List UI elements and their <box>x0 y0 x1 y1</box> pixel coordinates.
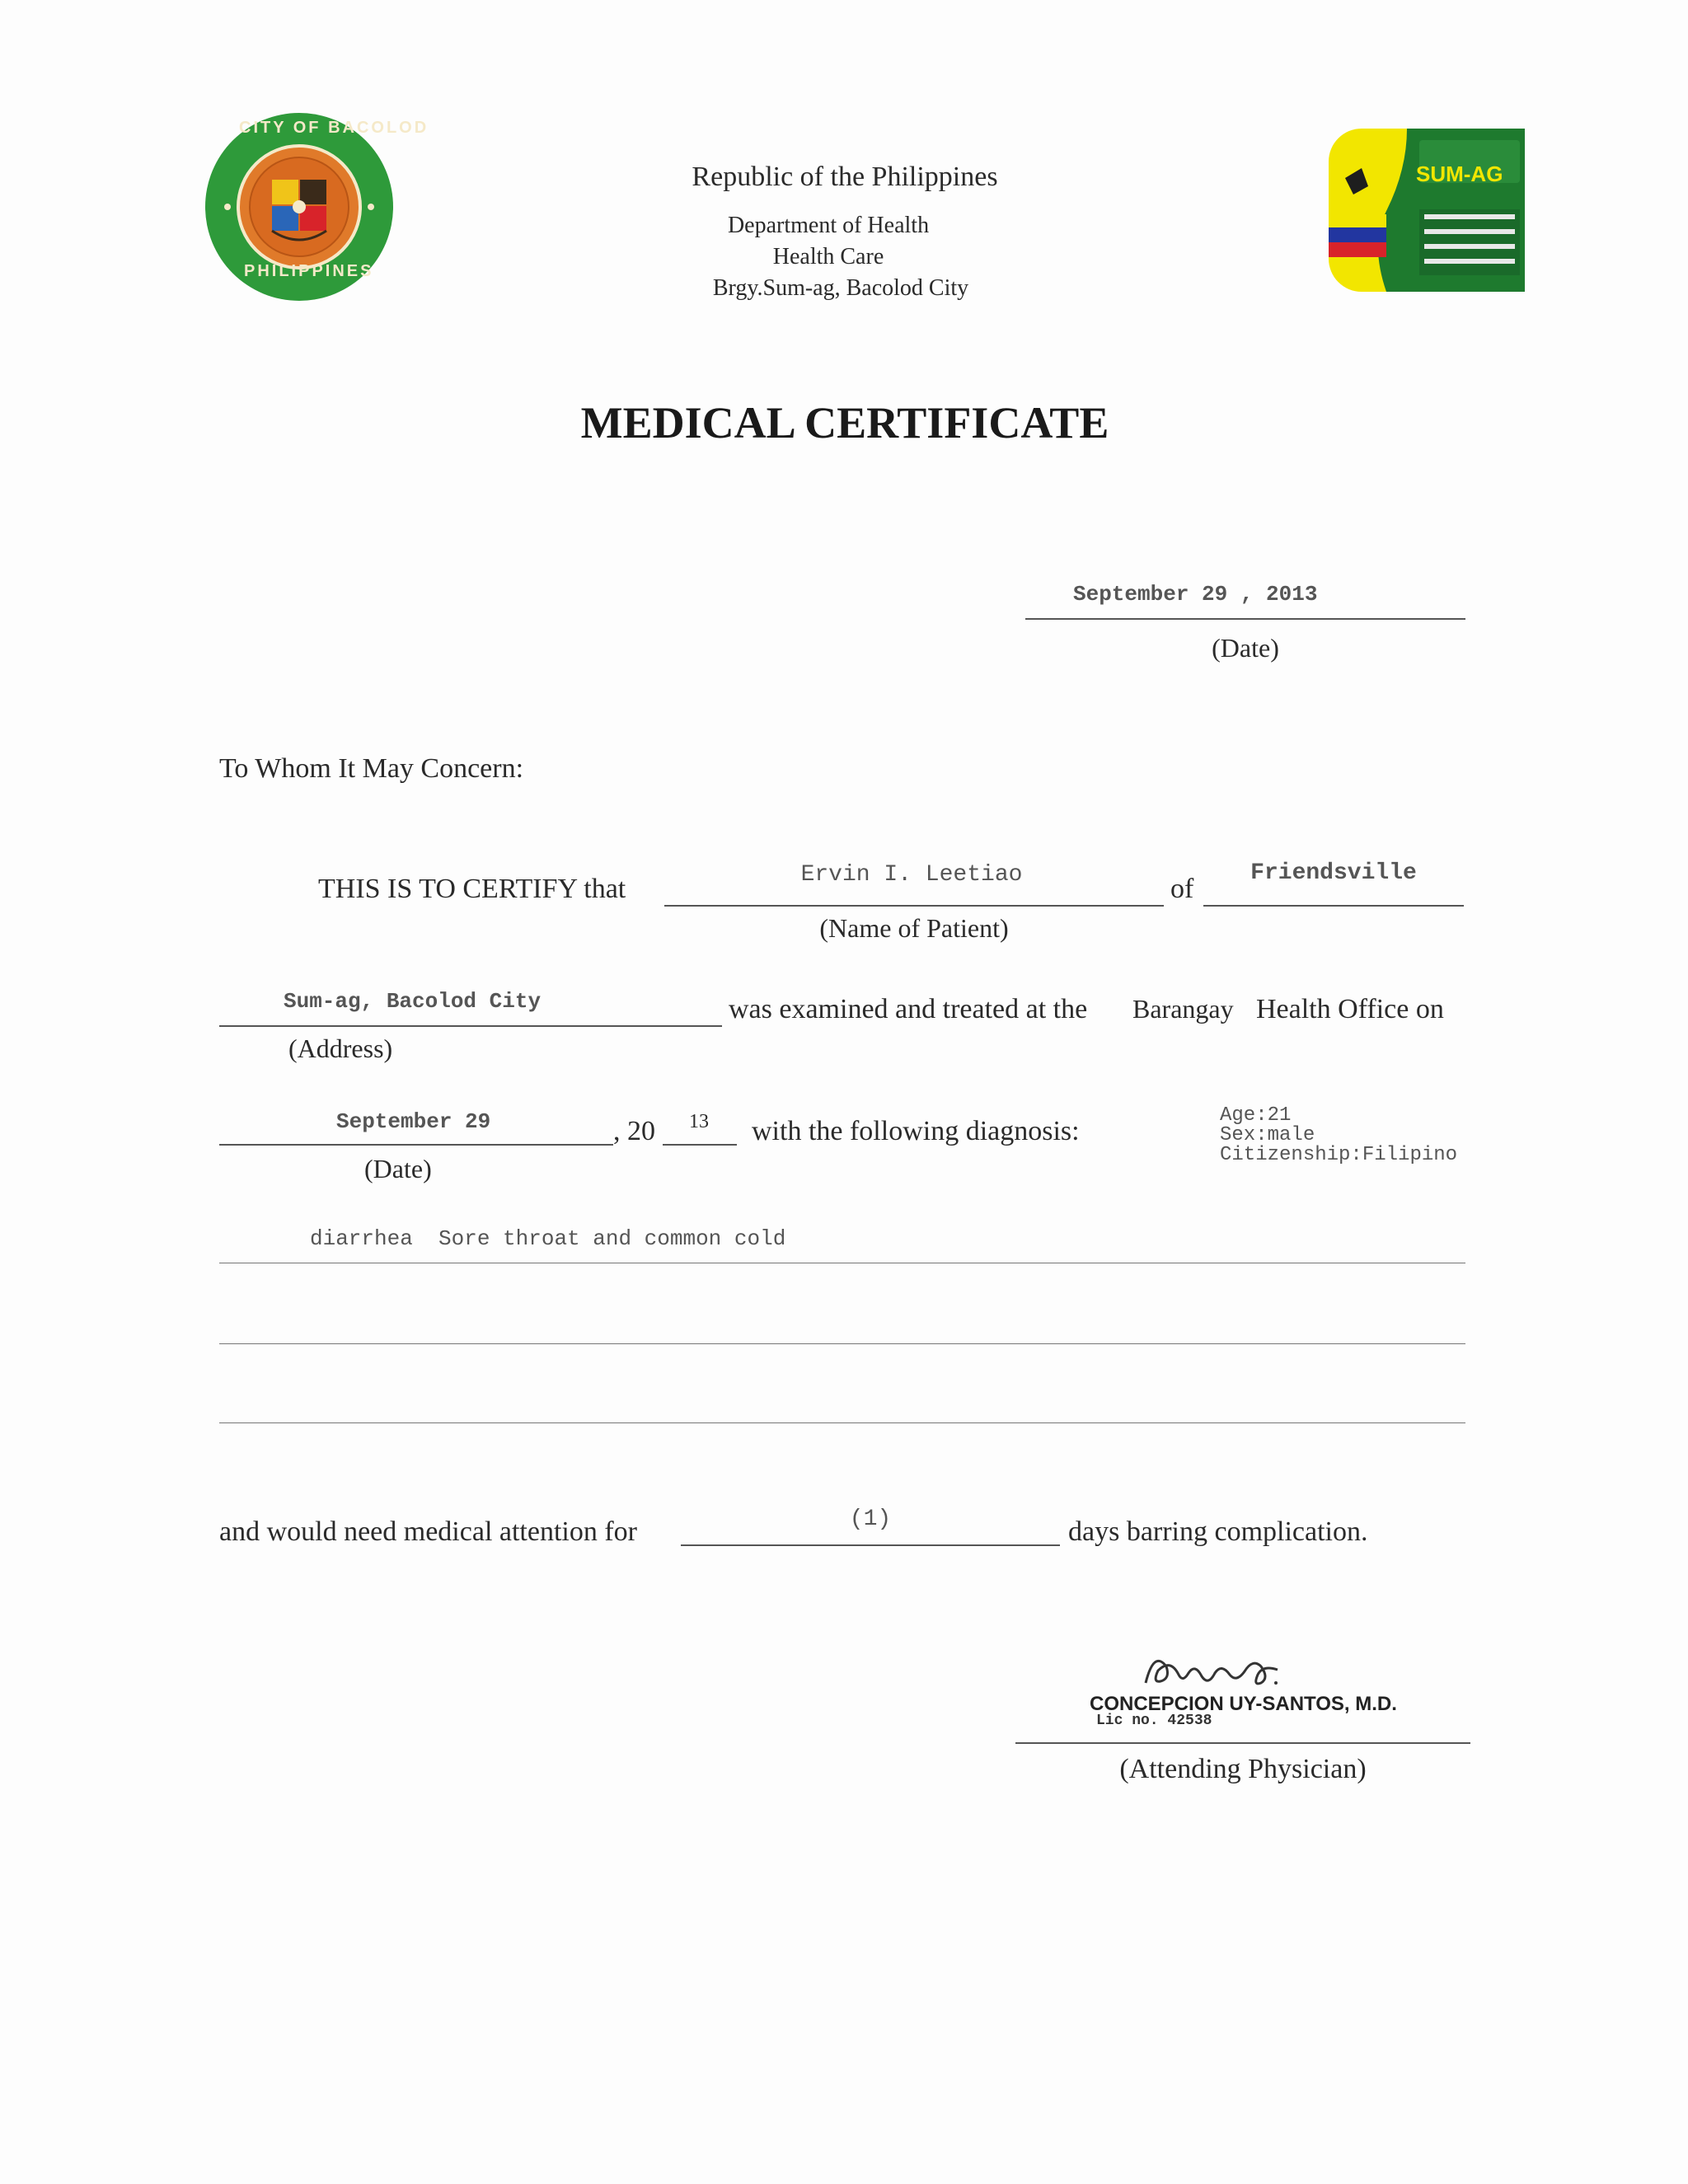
exam-year-underline <box>663 1144 737 1146</box>
sum-ag-logo <box>1329 129 1525 292</box>
certify-prefix: THIS IS TO CERTIFY that <box>318 874 626 904</box>
of-text: of <box>1170 874 1194 904</box>
address-value: Sum-ag, Bacolod City <box>284 989 542 1014</box>
address-underline <box>219 1025 722 1027</box>
date-label: (Date) <box>1212 633 1279 663</box>
exam-date-value: September 29 <box>336 1109 491 1134</box>
exam-year-value: 13 <box>689 1111 709 1132</box>
division-heading: Health Care <box>772 244 884 269</box>
patient-sex: Sex:male <box>1220 1124 1315 1146</box>
country-heading: Republic of the Philippines <box>692 162 998 192</box>
physician-license: Lic no. 42538 <box>1096 1713 1212 1729</box>
location-heading: Brgy.Sum-ag, Bacolod City <box>712 275 969 301</box>
document-title: MEDICAL CERTIFICATE <box>580 398 1109 448</box>
salutation: To Whom It May Concern: <box>219 753 524 784</box>
seal-bottom-text: PHILIPPINES <box>244 262 374 280</box>
patient-name-label: (Name of Patient) <box>819 913 1009 943</box>
diagnosis-line-2 <box>219 1343 1465 1344</box>
patient-age: Age:21 <box>1220 1104 1292 1127</box>
patient-name-underline <box>664 905 1164 907</box>
diagnosis-text: diarrhea Sore throat and common cold <box>310 1226 786 1251</box>
date-underline <box>1025 618 1465 620</box>
diagnosis-line-3 <box>219 1422 1465 1423</box>
exam-year-prefix: , 20 <box>613 1116 655 1146</box>
department-heading: Department of Health <box>727 213 930 238</box>
patient-place: Friendsville <box>1250 860 1417 886</box>
office-health-office: Health Office on <box>1256 994 1444 1024</box>
diagnosis-intro: with the following diagnosis: <box>752 1116 1080 1146</box>
date-value: September 29 , 2013 <box>1073 582 1318 607</box>
attention-prefix: and would need medical attention for <box>219 1516 637 1547</box>
attention-suffix: days barring complication. <box>1068 1516 1368 1547</box>
address-label: (Address) <box>288 1033 393 1063</box>
attention-days-underline <box>681 1544 1060 1546</box>
place-underline <box>1203 905 1464 907</box>
seal-top-text: CITY OF BACOLOD <box>239 119 429 137</box>
attention-days: (1) <box>849 1507 892 1532</box>
physician-label: (Attending Physician) <box>1119 1754 1367 1784</box>
physician-signature <box>1137 1642 1294 1699</box>
physician-underline <box>1015 1742 1470 1744</box>
address-text-after: was examined and treated at the <box>729 994 1088 1024</box>
physician-name: CONCEPCION UY-SANTOS, M.D. <box>1090 1693 1397 1715</box>
patient-name: Ervin I. Leetiao <box>800 862 1023 888</box>
exam-date-underline <box>219 1144 613 1146</box>
patient-citizenship: Citizenship:Filipino <box>1220 1144 1458 1166</box>
exam-date-label: (Date) <box>364 1154 432 1183</box>
sum-ag-logo-name: SUM-AG <box>1416 162 1503 186</box>
office-barangay: Barangay <box>1132 994 1234 1024</box>
